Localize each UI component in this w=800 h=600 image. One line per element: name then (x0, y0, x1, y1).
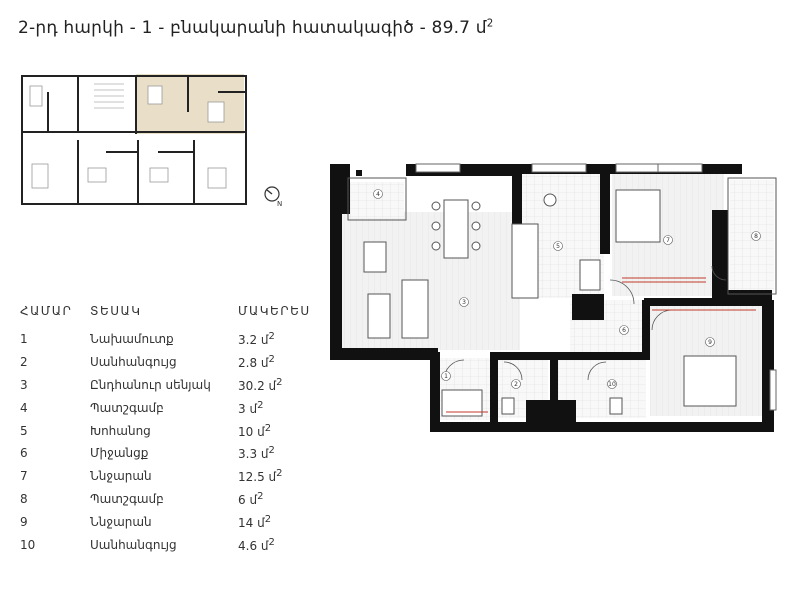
kitchen-island (512, 224, 538, 298)
room-number: 8 (20, 491, 28, 506)
toilet-icon (502, 398, 514, 414)
room-marker: 3 (462, 299, 466, 306)
room-type: Պատշգամբ (90, 491, 164, 506)
room-number: 6 (20, 446, 28, 461)
wardrobe (616, 190, 660, 242)
room-area: 30.2 մ$^2$ (238, 376, 283, 393)
room-number: 5 (20, 423, 28, 438)
page-title-sup: 2 (486, 18, 494, 30)
room-area: 12.5 մ$^2$ (238, 468, 283, 485)
room-number: 4 (20, 400, 28, 415)
room-type: Ննջարան (90, 469, 152, 484)
table-row (20, 351, 328, 374)
room-number: 2 (20, 355, 28, 370)
room-area: 14 մ$^2$ (238, 513, 272, 530)
room-number: 9 (20, 514, 28, 529)
room-marker: 2 (514, 381, 518, 388)
table-row (20, 328, 328, 351)
room-type: Ընդհանուր սենյակ (90, 377, 211, 392)
armchair (364, 242, 386, 272)
apartment-floor-plan (326, 160, 782, 442)
room-number: 10 (20, 537, 36, 552)
room-type: Խոհանոց (90, 423, 151, 438)
room-marker: 4 (376, 191, 380, 198)
window (416, 164, 460, 172)
room-area: 4.6 մ$^2$ (238, 536, 275, 553)
room-marker: 8 (754, 233, 758, 240)
room-marker: 5 (556, 243, 560, 250)
table-row (20, 419, 328, 442)
room-marker: 9 (708, 339, 712, 346)
table-row (20, 442, 328, 465)
floor-key-plan (18, 72, 250, 208)
room-marker: 1 (444, 373, 448, 380)
room-area: 10 մ$^2$ (238, 422, 272, 439)
room-area: 3.2 մ$^2$ (238, 331, 275, 348)
header-area: ՄԱԿԵՐԵՍ (238, 304, 311, 318)
room-area: 2.8 մ$^2$ (238, 354, 275, 371)
table-row (20, 465, 328, 488)
sink-icon (544, 194, 556, 206)
compass-label: N (277, 200, 283, 208)
room-number: 1 (20, 332, 28, 347)
table-row (20, 533, 328, 556)
page-title (18, 18, 493, 38)
balcony-4-floor (348, 182, 404, 218)
page-title-text: 2-րդ հարկի - 1 - բնակարանի հատակագիծ - 89.7 մ (18, 18, 487, 38)
table-row (20, 396, 328, 419)
room-area: 3 մ$^2$ (238, 399, 264, 416)
header-type: ՏԵՍԱԿ (90, 304, 142, 318)
room-marker: 6 (622, 327, 626, 334)
table-header-row (20, 304, 328, 328)
chair (432, 202, 440, 210)
table-row (20, 374, 328, 397)
dining-table (444, 200, 468, 258)
room-type: Սանհանգույց (90, 355, 177, 370)
room-area: 6 մ$^2$ (238, 490, 264, 507)
room-number: 7 (20, 469, 28, 484)
toilet-icon (610, 398, 622, 414)
sofa (402, 280, 428, 338)
table-row (20, 488, 328, 511)
room-number: 3 (20, 377, 28, 392)
fridge (580, 260, 600, 290)
room-marker: 10 (608, 381, 616, 388)
room-type: Պատշգամբ (90, 400, 164, 415)
room-type: Ննջարան (90, 514, 152, 529)
room-marker: 7 (666, 237, 670, 244)
table-row (20, 510, 328, 533)
room-type: Նախամուտք (90, 332, 174, 347)
coffee-table (368, 294, 390, 338)
bed (684, 356, 736, 406)
compass-icon (262, 184, 286, 208)
room-type: Սանհանգույց (90, 537, 177, 552)
room-area: 3.3 մ$^2$ (238, 445, 275, 462)
header-number: ՀԱՄԱՐ (20, 304, 73, 318)
rooms-table (20, 304, 328, 556)
room-type: Միջանցք (90, 446, 149, 461)
